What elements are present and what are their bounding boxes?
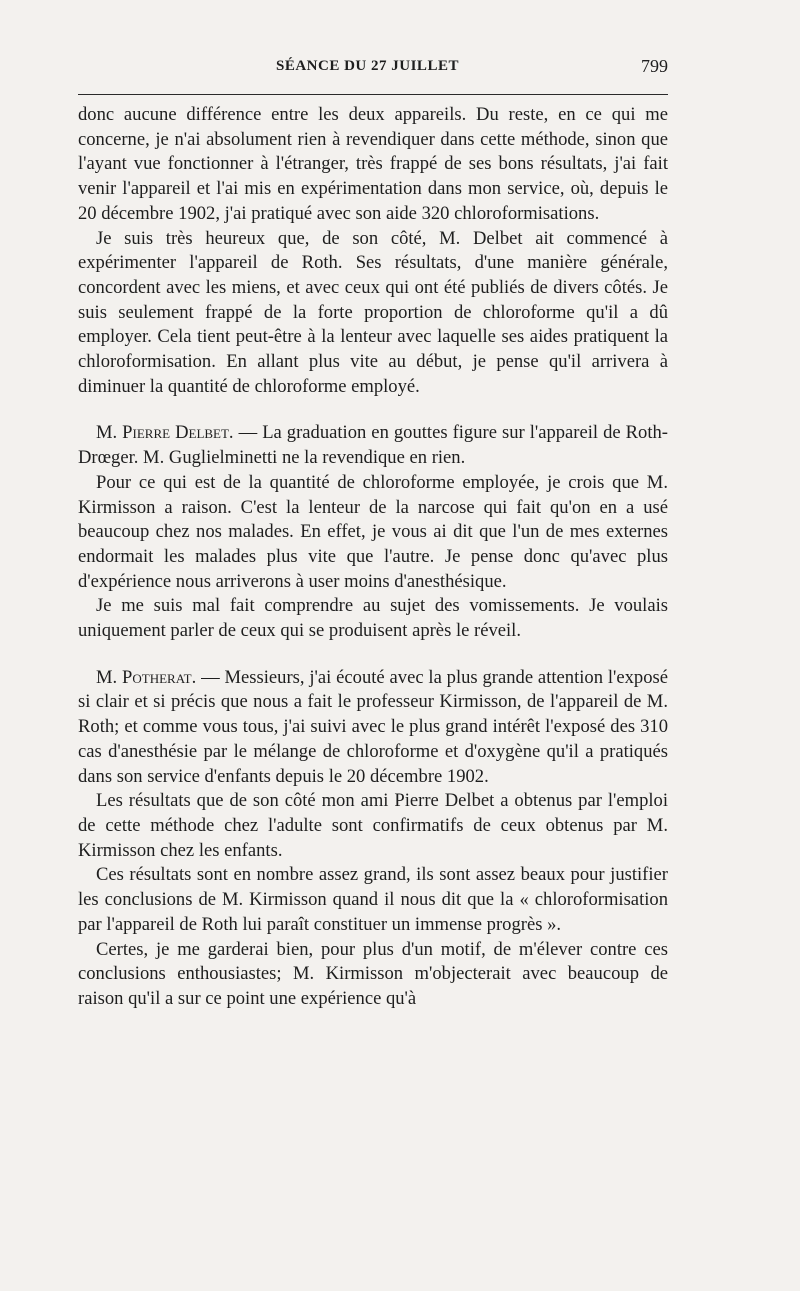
paragraph-9: Certes, je me garderai bien, pour plus d'un motif, de m'élever contre ces conclusions enthousiastes; M. Kirmisson m'objecterait avec beaucoup de raison qu'il a sur ce point une expérience qu'à	[78, 938, 668, 1009]
speaker-name: M. Pierre Delbet.	[96, 422, 234, 444]
paragraph-7: Les résultats que de son côté mon ami Pierre Delbet a obtenus par l'emploi de cette méthode chez l'adulte sont confirmatifs de ceux obtenus par M. Kirmisson chez les enfants.	[78, 790, 668, 861]
section-gap	[78, 399, 668, 421]
paragraph-text: — Messieurs, j'ai écouté avec la plus grande attention l'exposé si clair et si précis que nous a fait le professeur Kirmisson, de l'appareil de M. Roth; et comme vous tous, j'ai suivi avec le plus grand intérêt l'exposé des 310 cas d'anesthésie par le mélange de chloroforme et d'oxygène qu'il a pratiqués dans son service d'enfants depuis le 20 décembre 1902.	[78, 666, 668, 787]
running-title: SÉANCE DU 27 JUILLET	[276, 58, 459, 74]
paragraph-5: Je me suis mal fait comprendre au sujet des vomissements. Je voulais uniquement parler de ceux qui se produisent après le réveil.	[78, 595, 668, 642]
paragraph-text: — La graduation en gouttes figure sur l'appareil de Roth-Drœger. M. Guglielminetti ne la revendique en rien.	[78, 422, 668, 469]
paragraph-4: Pour ce qui est de la quantité de chloroforme employée, je crois que M. Kirmisson a raison. C'est la lenteur de la narcose qui fait qu'on en a usé beaucoup chez nos malades. En effet, je vous ai dit que l'un de mes externes endormait les malades plus vite que l'autre. Je pense donc qu'avec plus d'expérience nous arriverons à user moins d'anesthésique.	[78, 471, 668, 592]
paragraph-8: Ces résultats sont en nombre assez grand, ils sont assez beaux pour justifier les conclusions de M. Kirmisson quand il nous dit que la « chloroformisation par l'appareil de Roth lui paraît constituer un immense progrès ».	[78, 864, 668, 935]
speaker-name: M. Potherat.	[96, 666, 197, 688]
paragraph-2: Je suis très heureux que, de son côté, M. Delbet ait commencé à expérimenter l'appareil de Roth. Ses résultats, d'une manière générale, concordent avec les miens, et avec ceux qui ont été publiés de divers côtés. Je suis seulement frappé de la forte proportion de chloroforme qu'il a dû employer. Cela tient peut-être à la lenteur avec laquelle ses aides pratiquent la chloroformisation. En allant plus vite au début, je pense qu'il arrivera à diminuer la quantité de chloroforme employé.	[78, 227, 668, 397]
section-gap	[78, 644, 668, 666]
page	[78, 56, 668, 1012]
page-header	[78, 56, 668, 84]
header-rule	[78, 94, 668, 95]
paragraph-delbet	[78, 421, 668, 470]
paragraph-1: donc aucune différence entre les deux appareils. Du reste, en ce qui me concerne, je n'ai absolument rien à revendiquer dans cette méthode, sinon que l'ayant vue fonctionner à l'étranger, très frappé de ses bons résultats, j'ai fait venir l'appareil et l'ai mis en expérimentation dans mon service, où, depuis le 20 décembre 1902, j'ai pratiqué avec son aide 320 chloroformisations.	[78, 104, 668, 224]
paragraph-potherat	[78, 666, 668, 790]
page-number: 799	[641, 56, 668, 76]
